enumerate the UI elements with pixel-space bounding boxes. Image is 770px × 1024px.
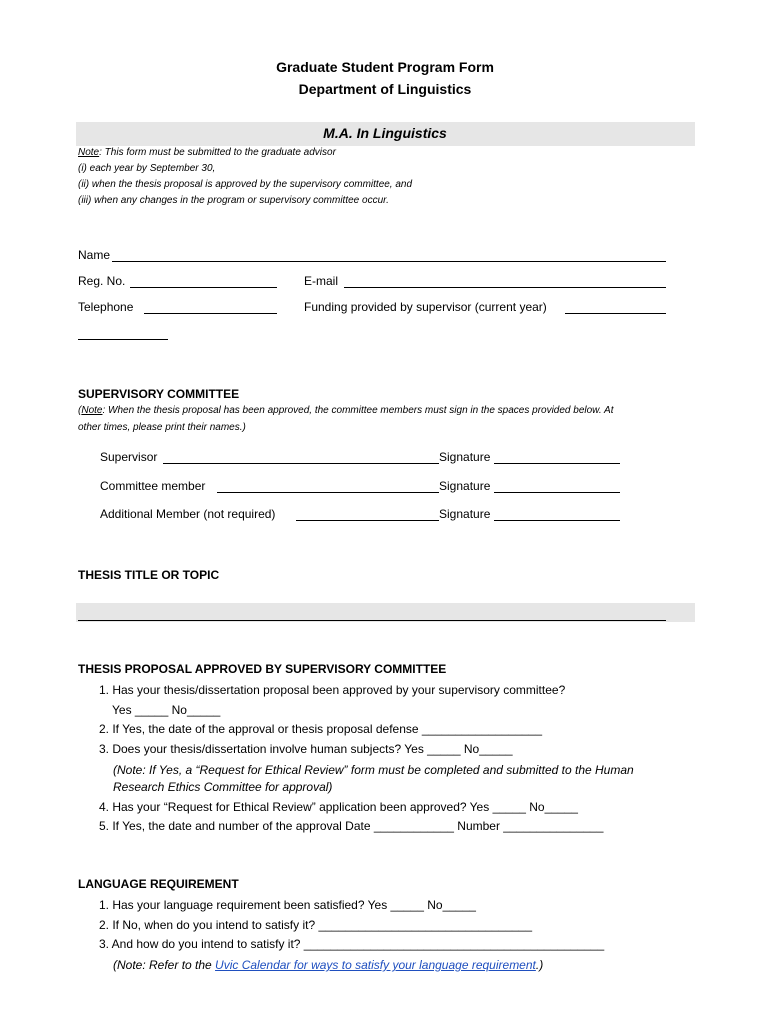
supervisor-signature-label: Signature [439,450,491,464]
note-label: Note [78,147,100,158]
language-note-prefix: (Note: Refer to the [113,958,216,972]
language-note [113,958,543,972]
funding-field[interactable] [565,313,666,314]
language-q1[interactable]: 1. Has your language requirement been satisfied? Yes _____ No_____ [99,898,476,912]
phone-label: Telephone [78,300,134,314]
committee-note-label: Note [81,405,103,416]
note-line-3: (ii) when the thesis proposal is approved by the supervisory committee, and [78,179,413,190]
email-label: E-mail [304,274,339,288]
additional-member-label: Additional Member (not required) [100,507,276,521]
supervisor-field[interactable] [163,463,439,464]
note-line-1 [78,147,336,158]
member-signature-label: Signature [439,479,491,493]
thesis-title-field[interactable] [78,620,666,621]
language-q2[interactable]: 2. If No, when do you intend to satisfy it? ________________________________ [99,918,533,932]
thesis-heading: THESIS TITLE OR TOPIC [78,568,220,582]
language-heading: LANGUAGE REQUIREMENT [78,877,239,891]
committee-heading: SUPERVISORY COMMITTEE [78,387,240,401]
language-q3[interactable]: 3. And how do you intend to satisfy it? _____________________________________________ [99,937,605,951]
additional-signature-field[interactable] [494,520,620,521]
proposal-q3-note-2: Research Ethics Committee for approval) [113,780,333,794]
proposal-q2[interactable]: 2. If Yes, the date of the approval or thesis proposal defense __________________ [99,722,543,736]
proposal-q4[interactable]: 4. Has your “Request for Ethical Review” application been approved? Yes _____ No_____ [99,800,578,814]
committee-note-line-1 [78,405,613,416]
proposal-heading: THESIS PROPOSAL APPROVED BY SUPERVISORY COMMITTEE [78,662,447,676]
reg-label: Reg. No. [78,274,126,288]
program-title: M.A. In Linguistics [323,125,447,141]
committee-note-open: ( [78,405,82,416]
proposal-q5[interactable]: 5. If Yes, the date and number of the approval Date ____________ Number _______________ [99,819,604,833]
note-text: : This form must be submitted to the graduate advisor [99,147,336,158]
name-label: Name [78,248,111,262]
email-field[interactable] [344,287,666,288]
funding-label: Funding provided by supervisor (current year) [304,300,547,314]
note-line-4: (iii) when any changes in the program or supervisory committee occur. [78,195,389,206]
reg-field[interactable] [130,287,277,288]
proposal-q3-note-1: (Note: If Yes, a “Request for Ethical Review” form must be completed and submitted to the Human [113,763,634,777]
department-title: Department of Linguistics [298,81,472,97]
phone-field[interactable] [144,313,277,314]
additional-signature-label: Signature [439,507,491,521]
committee-note-line-2: other times, please print their names.) [78,422,246,433]
language-note-suffix: .) [535,958,544,972]
name-field[interactable] [112,261,666,262]
member-label: Committee member [100,479,206,493]
supervisor-label: Supervisor [100,450,158,464]
uvic-calendar-link[interactable]: Uvic Calendar for ways to satisfy your language requirement [215,958,536,972]
form-title: Graduate Student Program Form [276,59,494,75]
funding-field-continued[interactable] [78,339,168,340]
proposal-q1-options[interactable]: Yes _____ No_____ [112,703,221,717]
member-field[interactable] [217,492,439,493]
member-signature-field[interactable] [494,492,620,493]
proposal-q1: 1. Has your thesis/dissertation proposal been approved by your supervisory committee? [99,683,566,697]
additional-member-field[interactable] [296,520,439,521]
supervisor-signature-field[interactable] [494,463,620,464]
proposal-q3[interactable]: 3. Does your thesis/dissertation involve human subjects? Yes _____ No_____ [99,742,513,756]
committee-note-text: : When the thesis proposal has been approved, the committee members must sign in the spaces provided below. At [102,405,614,416]
note-line-2: (i) each year by September 30, [78,163,216,174]
